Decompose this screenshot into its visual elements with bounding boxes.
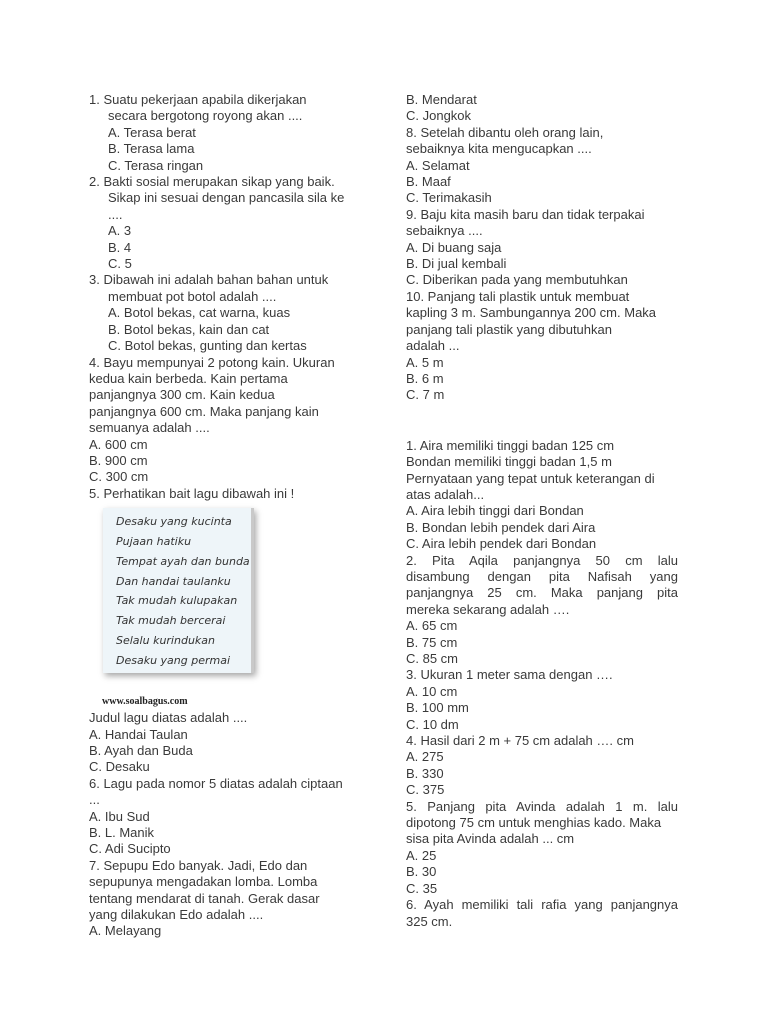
question-stem: sepupunya mengadakan lomba. Lomba bbox=[89, 874, 318, 890]
question-stem: panjangnya 600 cm. Maka panjang kain bbox=[89, 403, 319, 419]
answer-option: A. Selamat bbox=[406, 157, 470, 173]
answer-option: B. Bondan lebih pendek dari Aira bbox=[406, 519, 596, 535]
section-2-question-2 bbox=[406, 553, 678, 668]
question-stem: 9. Baju kita masih baru dan tidak terpakai bbox=[406, 206, 645, 222]
answer-option: B. Botol bekas, kain dan cat bbox=[108, 321, 270, 337]
answer-option: C. Botol bekas, gunting dan kertas bbox=[108, 338, 307, 354]
question-stem: kedua kain berbeda. Kain pertama bbox=[89, 370, 288, 386]
answer-option: B. Terasa lama bbox=[108, 141, 195, 157]
song-line: Tempat ayah dan bunda bbox=[116, 554, 250, 568]
answer-option: A. 600 cm bbox=[89, 436, 148, 452]
song-lyrics-card bbox=[103, 508, 254, 673]
left-column bbox=[89, 92, 371, 940]
question-stem: sebaiknya kita mengucapkan .... bbox=[406, 141, 592, 157]
question-stem: 6. Ayah memiliki tali rafia yang panjangnya bbox=[406, 897, 678, 913]
question-stem: panjang tali plastik yang dibutuhkan bbox=[406, 321, 612, 337]
question-stem: Sikap ini sesuai dengan pancasila sila ke bbox=[108, 190, 345, 206]
answer-option: A. 3 bbox=[108, 223, 132, 239]
question-stem: 4. Bayu mempunyai 2 potong kain. Ukuran bbox=[89, 354, 335, 370]
question-2 bbox=[89, 174, 371, 272]
question-stem: 2. Pita Aqila panjangnya 50 cm lalu bbox=[406, 552, 678, 568]
question-4 bbox=[89, 355, 371, 486]
song-figure bbox=[89, 502, 371, 710]
section-2-question-5 bbox=[406, 799, 678, 897]
question-stem: yang dilakukan Edo adalah .... bbox=[89, 907, 264, 923]
song-line: Desaku yang kucinta bbox=[116, 515, 232, 529]
section-gap bbox=[406, 404, 678, 421]
question-stem: sisa pita Avinda adalah ... cm bbox=[406, 831, 575, 847]
question-9 bbox=[406, 207, 678, 289]
question-stem: disambung dengan pita Nafisah yang bbox=[406, 568, 678, 584]
song-line: Dan handai taulanku bbox=[116, 574, 231, 588]
question-stem: mereka sekarang adalah …. bbox=[406, 601, 570, 617]
question-8 bbox=[406, 125, 678, 207]
question-stem: .... bbox=[108, 206, 123, 222]
answer-option: C. Adi Sucipto bbox=[89, 841, 171, 857]
answer-option: A. Di buang saja bbox=[406, 239, 502, 255]
answer-option: C. 5 bbox=[108, 256, 132, 272]
song-line: Desaku yang permai bbox=[116, 653, 231, 667]
answer-option: C. Terimakasih bbox=[406, 190, 492, 206]
question-stem: 7. Sepupu Edo banyak. Jadi, Edo dan bbox=[89, 857, 308, 873]
section-2-question-3 bbox=[406, 667, 678, 733]
question-stem: Judul lagu diatas adalah .... bbox=[89, 710, 248, 726]
question-10 bbox=[406, 289, 678, 404]
question-stem: adalah ... bbox=[406, 338, 460, 354]
answer-option: C. Desaku bbox=[89, 759, 150, 775]
song-line: Pujaan hatiku bbox=[116, 534, 192, 548]
question-stem: 3. Ukuran 1 meter sama dengan …. bbox=[406, 667, 613, 683]
question-1 bbox=[89, 92, 371, 174]
question-stem: 6. Lagu pada nomor 5 diatas adalah ciptaan bbox=[89, 775, 343, 791]
answer-option: C. 35 bbox=[406, 880, 438, 896]
answer-option: B. Maaf bbox=[406, 174, 451, 190]
question-stem: sebaiknya .... bbox=[406, 223, 483, 239]
answer-option: B. 330 bbox=[406, 765, 444, 781]
section-2-question-1 bbox=[406, 438, 678, 553]
question-stem: 325 cm. bbox=[406, 913, 453, 929]
song-line: Tak mudah bercerai bbox=[116, 614, 226, 628]
question-stem: panjangnya 300 cm. Kain kedua bbox=[89, 387, 275, 403]
answer-option: C. 7 m bbox=[406, 387, 445, 403]
question-stem: 3. Dibawah ini adalah bahan bahan untuk bbox=[89, 272, 329, 288]
answer-option: A. 275 bbox=[406, 749, 444, 765]
answer-option: A. 10 cm bbox=[406, 683, 458, 699]
answer-option: A. Handai Taulan bbox=[89, 726, 188, 742]
question-stem: Pernyataan yang tepat untuk keterangan di bbox=[406, 470, 655, 486]
answer-option: B. 6 m bbox=[406, 370, 444, 386]
question-stem: secara bergotong royong akan .... bbox=[108, 108, 303, 124]
question-stem: 2. Bakti sosial merupakan sikap yang baik. bbox=[89, 174, 335, 190]
question-stem: kapling 3 m. Sambungannya 200 cm. Maka bbox=[406, 305, 657, 321]
question-6 bbox=[89, 776, 371, 858]
question-stem: membuat pot botol adalah .... bbox=[108, 288, 277, 304]
answer-option: B. 30 bbox=[406, 864, 437, 880]
answer-option: B. Di jual kembali bbox=[406, 256, 507, 272]
answer-option: B. 4 bbox=[108, 239, 132, 255]
answer-option: A. Ibu Sud bbox=[89, 808, 150, 824]
answer-option: A. Melayang bbox=[89, 923, 162, 939]
answer-option: B. Mendarat bbox=[406, 92, 477, 107]
song-line: Tak mudah kulupakan bbox=[116, 594, 238, 608]
answer-option: C. Aira lebih pendek dari Bondan bbox=[406, 536, 597, 552]
question-stem: 1. Aira memiliki tinggi badan 125 cm bbox=[406, 437, 615, 453]
answer-option: A. Aira lebih tinggi dari Bondan bbox=[406, 503, 584, 519]
answer-option: A. 5 m bbox=[406, 354, 444, 370]
question-stem: 8. Setelah dibantu oleh orang lain, bbox=[406, 124, 604, 140]
answer-option: C. 300 cm bbox=[89, 469, 149, 485]
question-stem: panjangnya 25 cm. Maka panjang pita bbox=[406, 585, 678, 601]
answer-option: B. 900 cm bbox=[89, 452, 148, 468]
question-stem: 1. Suatu pekerjaan apabila dikerjakan bbox=[89, 92, 307, 107]
section-2-question-6 bbox=[406, 897, 678, 930]
answer-option: C. 85 cm bbox=[406, 651, 459, 666]
question-stem: 4. Hasil dari 2 m + 75 cm adalah …. cm bbox=[406, 733, 634, 749]
answer-option: A. 65 cm bbox=[406, 618, 458, 634]
answer-option: C. 375 bbox=[406, 782, 445, 798]
answer-option: A. Terasa berat bbox=[108, 124, 196, 140]
question-stem: ... bbox=[89, 792, 100, 808]
answer-option: B. L. Manik bbox=[89, 825, 155, 840]
question-7-continued bbox=[406, 92, 678, 125]
answer-option: C. Jongkok bbox=[406, 108, 472, 124]
answer-option: B. Ayah dan Buda bbox=[89, 742, 193, 758]
question-stem: atas adalah... bbox=[406, 486, 485, 502]
answer-option: C. 10 dm bbox=[406, 716, 459, 732]
question-5 bbox=[89, 486, 371, 776]
song-line: Selalu kurindukan bbox=[116, 633, 215, 647]
right-column bbox=[406, 92, 678, 930]
question-stem: tentang mendarat di tanah. Gerak dasar bbox=[89, 890, 320, 906]
watermark: www.soalbagus.com bbox=[102, 695, 188, 707]
question-3 bbox=[89, 272, 371, 354]
question-stem: 10. Panjang tali plastik untuk membuat bbox=[406, 288, 630, 304]
answer-option: C. Diberikan pada yang membutuhkan bbox=[406, 272, 628, 288]
question-stem: 5. Perhatikan bait lagu dibawah ini ! bbox=[89, 485, 295, 501]
answer-option: B. 75 cm bbox=[406, 634, 458, 650]
answer-option: C. Terasa ringan bbox=[108, 157, 204, 173]
question-stem: dipotong 75 cm untuk menghias kado. Maka bbox=[406, 815, 662, 831]
answer-option: A. 25 bbox=[406, 847, 437, 863]
question-stem: 5. Panjang pita Avinda adalah 1 m. lalu bbox=[406, 798, 678, 814]
section-2-question-4 bbox=[406, 733, 678, 799]
question-7 bbox=[89, 858, 371, 940]
question-stem: semuanya adalah .... bbox=[89, 420, 210, 436]
answer-option: B. 100 mm bbox=[406, 700, 469, 716]
section-gap bbox=[406, 421, 678, 438]
answer-option: A. Botol bekas, cat warna, kuas bbox=[108, 305, 291, 321]
question-stem: Bondan memiliki tinggi badan 1,5 m bbox=[406, 454, 612, 470]
